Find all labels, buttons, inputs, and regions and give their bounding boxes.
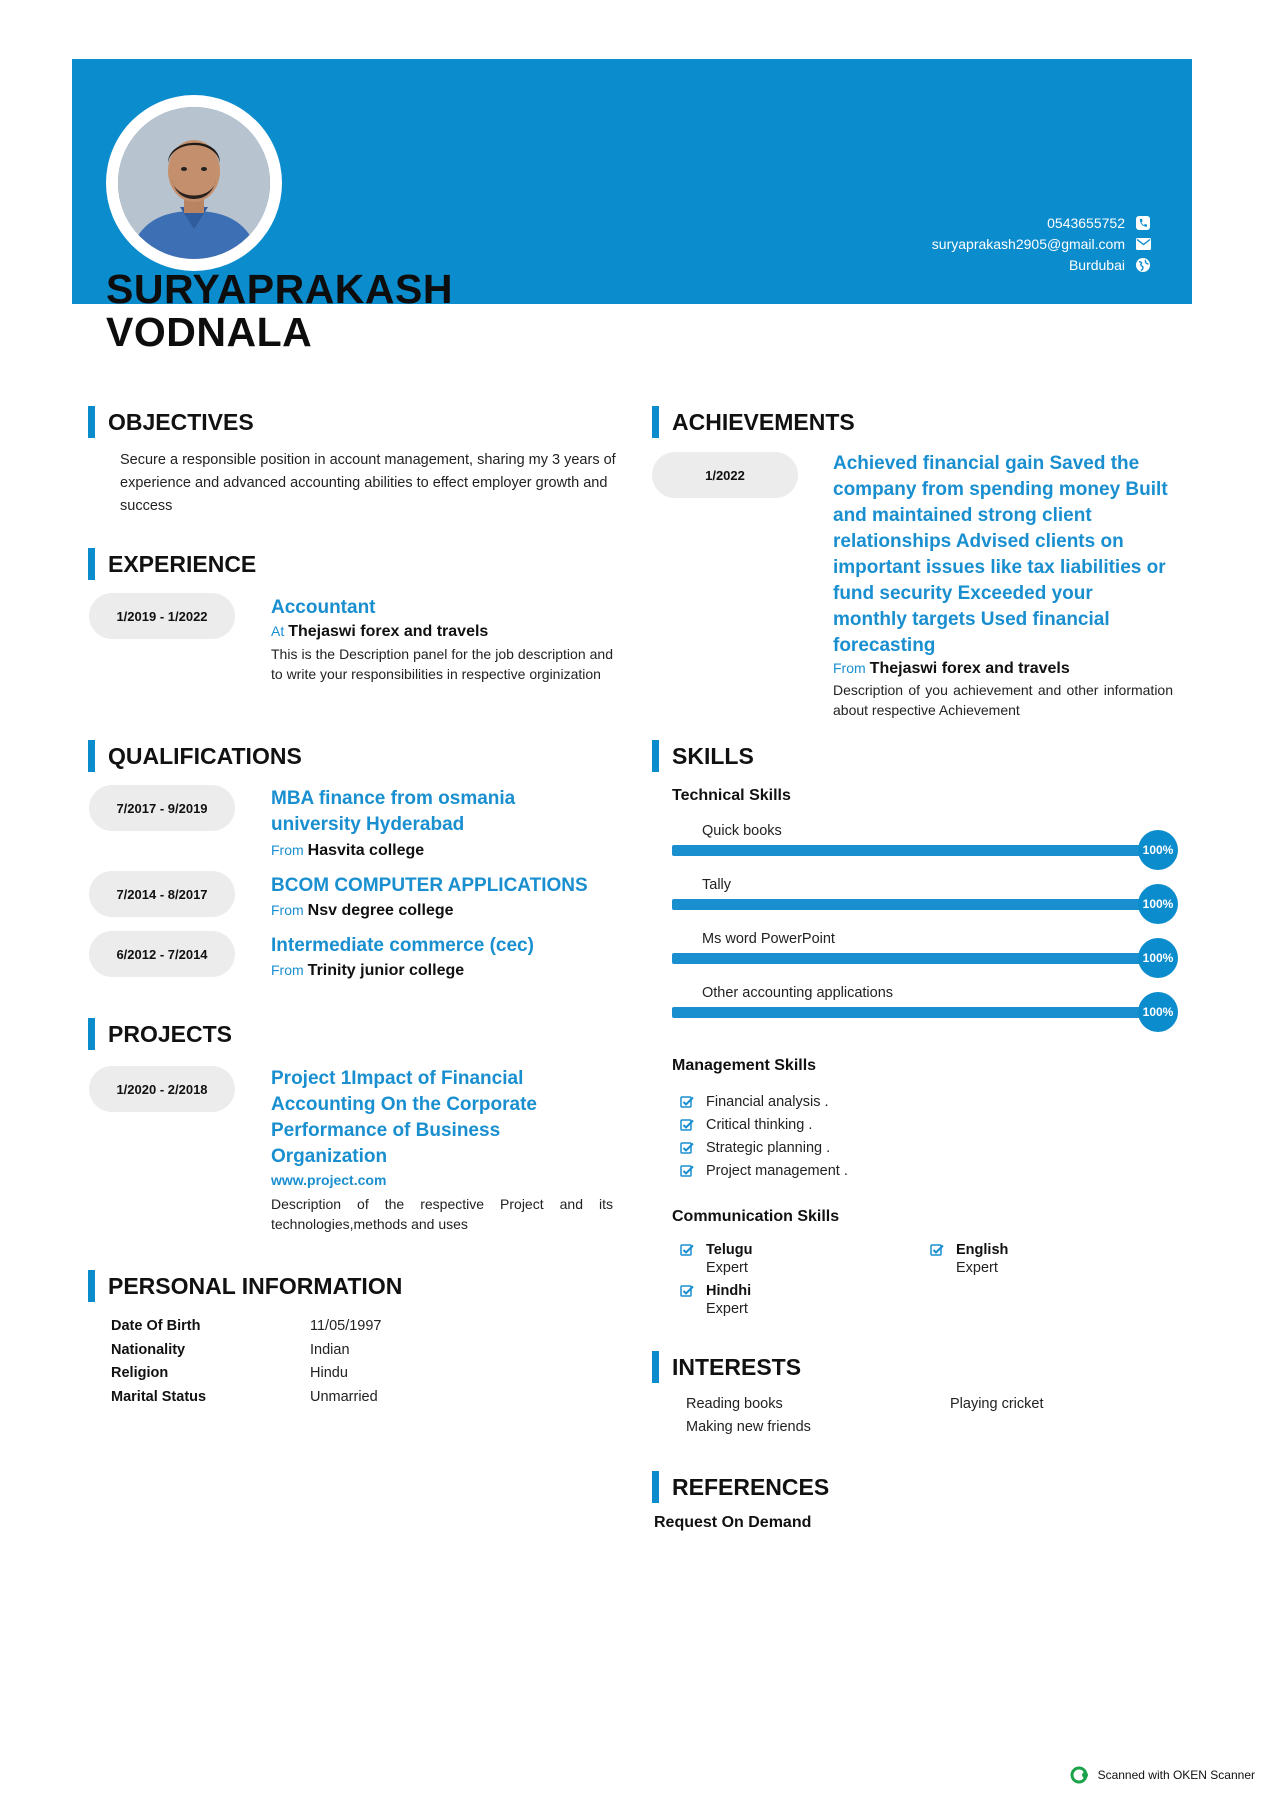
skill-row bbox=[672, 820, 1178, 870]
check-icon bbox=[680, 1095, 694, 1109]
section-title-projects: PROJECTS bbox=[88, 1018, 232, 1050]
check-icon bbox=[680, 1243, 694, 1257]
section-accent-bar bbox=[88, 548, 95, 580]
personal-info-value: Indian bbox=[310, 1341, 350, 1358]
section-accent-bar bbox=[652, 1471, 659, 1503]
qualification-institution: Nsv degree college bbox=[307, 902, 454, 919]
achievement-organization: Thejaswi forex and travels bbox=[869, 660, 1070, 677]
candidate-name bbox=[106, 268, 453, 354]
skill-percent-badge: 100% bbox=[1138, 938, 1178, 978]
language-level: Expert bbox=[706, 1260, 748, 1276]
check-icon bbox=[680, 1164, 694, 1178]
qualification-institution: Hasvita college bbox=[307, 842, 425, 859]
section-accent-bar bbox=[88, 1270, 95, 1302]
skill-percent-badge: 100% bbox=[1138, 884, 1178, 924]
section-title-objectives: OBJECTIVES bbox=[88, 406, 254, 438]
name-first: SURYAPRAKASH bbox=[106, 266, 453, 312]
globe-icon bbox=[1135, 257, 1151, 273]
experience-role: Accountant bbox=[271, 597, 376, 618]
contact-phone bbox=[1047, 212, 1151, 233]
check-icon bbox=[680, 1284, 694, 1298]
personal-info-label: Marital Status bbox=[111, 1388, 207, 1405]
qualification-degree: Intermediate commerce (cec) bbox=[271, 935, 534, 956]
language-item bbox=[930, 1240, 1008, 1276]
references-text: Request On Demand bbox=[654, 1514, 812, 1531]
check-icon bbox=[680, 1141, 694, 1155]
skill-bar bbox=[672, 953, 1154, 964]
management-skills-heading: Management Skills bbox=[672, 1057, 817, 1074]
profile-photo bbox=[118, 107, 270, 259]
experience-dates: 1/2019 - 1/2022 bbox=[89, 593, 235, 639]
experience-company: Thejaswi forex and travels bbox=[288, 623, 489, 640]
skill-percent-badge: 100% bbox=[1138, 830, 1178, 870]
interest-item: Playing cricket bbox=[950, 1396, 1044, 1412]
section-accent-bar bbox=[652, 740, 659, 772]
qualification-institution: Trinity junior college bbox=[307, 962, 465, 979]
skill-name: Other accounting applications bbox=[702, 985, 894, 1001]
section-title-skills: SKILLS bbox=[652, 740, 754, 772]
section-title-references: REFERENCES bbox=[652, 1471, 829, 1503]
project-link[interactable]: www.project.com bbox=[271, 1172, 387, 1188]
project-description: Description of the respective Project and its technologies,methods and uses bbox=[271, 1196, 613, 1232]
section-title-interests: INTERESTS bbox=[652, 1351, 801, 1383]
skill-bar bbox=[672, 1007, 1154, 1018]
contact-email bbox=[932, 233, 1151, 254]
skill-name: Quick books bbox=[702, 823, 782, 839]
email-text: suryaprakash2905@gmail.com bbox=[931, 235, 1125, 252]
phone-icon bbox=[1135, 215, 1151, 231]
section-title-personal-information: PERSONAL INFORMATION bbox=[88, 1270, 402, 1302]
language-name: English bbox=[956, 1242, 1009, 1258]
qualification-dates: 6/2012 - 7/2014 bbox=[89, 931, 235, 977]
skill-row bbox=[672, 928, 1178, 978]
list-item: Project management . bbox=[680, 1159, 848, 1182]
qualification-institution-line bbox=[271, 899, 454, 922]
language-name: Hindhi bbox=[706, 1283, 752, 1299]
qualification-degree: MBA finance from osmania university Hyderabad bbox=[271, 788, 516, 835]
achievement-organization-line bbox=[833, 657, 1070, 680]
achievement-prefix: From bbox=[833, 660, 866, 676]
personal-info-row bbox=[111, 1342, 531, 1366]
qualification-degree: BCOM COMPUTER APPLICATIONS bbox=[271, 875, 588, 896]
section-accent-bar bbox=[652, 1351, 659, 1383]
personal-info-row bbox=[111, 1318, 531, 1342]
achievement-date: 1/2022 bbox=[652, 452, 798, 498]
personal-info-row bbox=[111, 1389, 531, 1413]
personal-info-value: Unmarried bbox=[310, 1388, 378, 1405]
language-item bbox=[680, 1240, 752, 1276]
personal-info-table bbox=[111, 1318, 531, 1412]
qualification-institution-line bbox=[271, 959, 464, 982]
list-item: Critical thinking . bbox=[680, 1113, 848, 1136]
skill-bar bbox=[672, 845, 1154, 856]
section-title-qualifications: QUALIFICATIONS bbox=[88, 740, 302, 772]
achievement-description: Description of you achievement and other information about respective Achievement bbox=[833, 682, 1173, 718]
language-level: Expert bbox=[706, 1301, 748, 1317]
personal-info-label: Religion bbox=[111, 1365, 169, 1381]
experience-company-line bbox=[271, 620, 488, 643]
section-title-achievements: ACHIEVEMENTS bbox=[652, 406, 855, 438]
personal-info-value: Hindu bbox=[310, 1365, 348, 1381]
skill-row bbox=[672, 982, 1178, 1032]
location-text: Burdubai bbox=[1068, 256, 1125, 273]
communication-skills-heading: Communication Skills bbox=[672, 1208, 840, 1225]
qualification-prefix: From bbox=[271, 842, 304, 858]
experience-prefix: At bbox=[271, 623, 285, 639]
project-dates: 1/2020 - 2/2018 bbox=[89, 1066, 235, 1112]
personal-info-label: Date Of Birth bbox=[111, 1318, 201, 1334]
skill-name: Tally bbox=[702, 877, 732, 893]
scanner-watermark: Scanned with OKEN Scanner bbox=[1070, 1766, 1255, 1784]
personal-info-value: 11/05/1997 bbox=[310, 1318, 382, 1334]
qualification-prefix: From bbox=[271, 902, 304, 918]
section-accent-bar bbox=[88, 406, 95, 438]
language-level: Expert bbox=[956, 1260, 998, 1276]
phone-text: 0543655752 bbox=[1047, 214, 1125, 231]
objectives-text: Secure a responsible position in account management, sharing my 3 years of experience and advanced accounting abilities to effect employer growth and success bbox=[120, 452, 616, 514]
name-last: VODNALA bbox=[106, 309, 313, 355]
qualification-institution-line bbox=[271, 839, 424, 862]
personal-info-label: Nationality bbox=[111, 1341, 186, 1358]
skill-name: Ms word PowerPoint bbox=[702, 931, 835, 947]
section-accent-bar bbox=[88, 740, 95, 772]
interest-item: Making new friends bbox=[686, 1419, 811, 1435]
interest-item: Reading books bbox=[686, 1396, 783, 1412]
contact-location bbox=[1069, 254, 1151, 275]
experience-description: This is the Description panel for the job description and to write your responsibilities in respective orginization bbox=[271, 646, 613, 682]
language-name: Telugu bbox=[706, 1242, 753, 1258]
qualification-dates: 7/2017 - 9/2019 bbox=[89, 785, 235, 831]
project-name: Project 1Impact of Financial Accounting On the Corporate Performance of Business Organization bbox=[271, 1068, 537, 1167]
achievement-headline: Achieved financial gain Saved the company from spending money Built and maintained strong client relationships Advised clients on important issues like tax liabilities or fund security Exceeded your monthly targets Used financial forecasting bbox=[833, 453, 1168, 656]
qualification-prefix: From bbox=[271, 962, 304, 978]
section-accent-bar bbox=[652, 406, 659, 438]
list-item: Strategic planning . bbox=[680, 1136, 848, 1159]
skill-percent-badge: 100% bbox=[1138, 992, 1178, 1032]
skill-row bbox=[672, 874, 1178, 924]
scanner-logo-icon bbox=[1070, 1766, 1090, 1784]
check-icon bbox=[680, 1118, 694, 1132]
technical-skills-heading: Technical Skills bbox=[672, 787, 791, 804]
envelope-icon bbox=[1135, 236, 1151, 252]
check-icon bbox=[930, 1243, 944, 1257]
section-title-experience: EXPERIENCE bbox=[88, 548, 256, 580]
management-skills-list bbox=[680, 1090, 848, 1182]
skill-bar bbox=[672, 899, 1154, 910]
personal-info-row bbox=[111, 1365, 531, 1389]
section-accent-bar bbox=[88, 1018, 95, 1050]
qualification-dates: 7/2014 - 8/2017 bbox=[89, 871, 235, 917]
list-item: Financial analysis . bbox=[680, 1090, 848, 1113]
language-item bbox=[680, 1281, 751, 1317]
